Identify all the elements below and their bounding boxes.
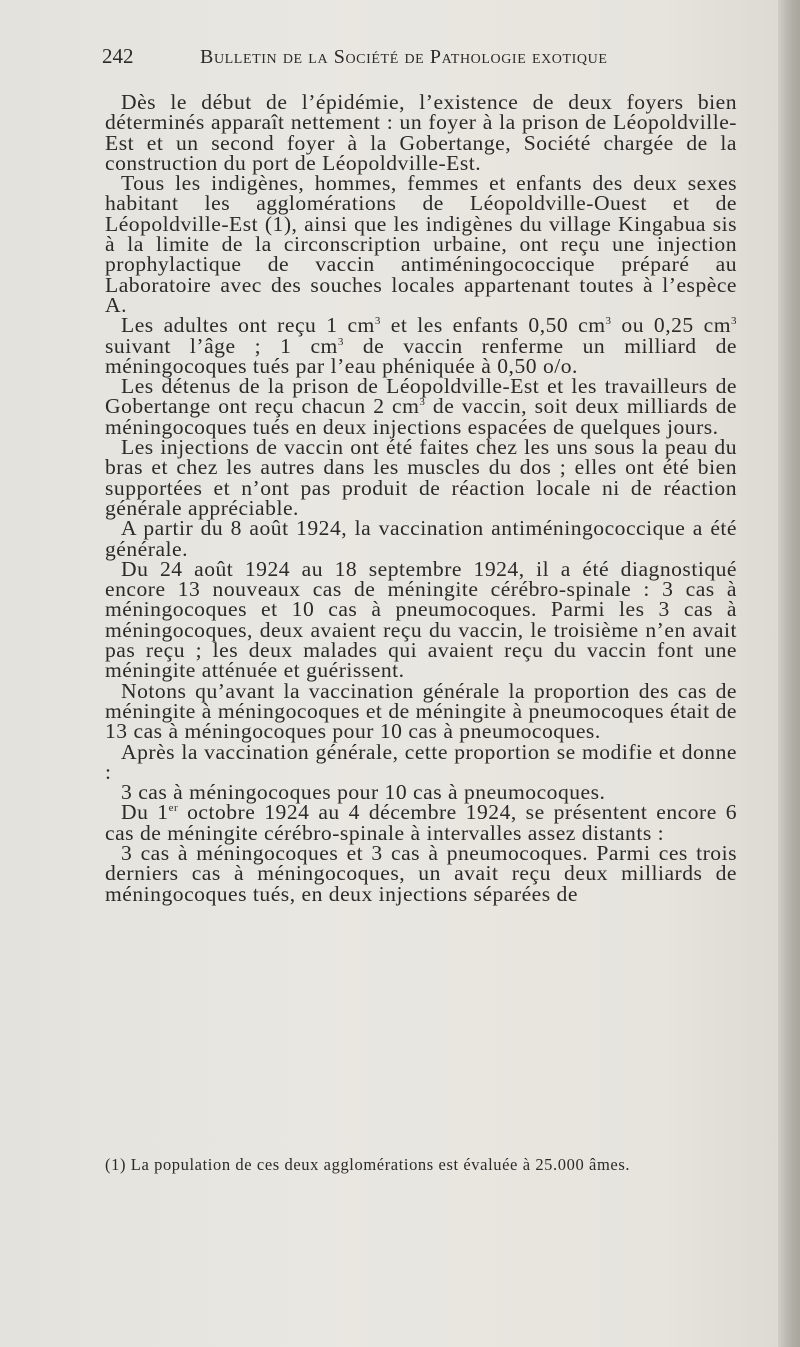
- running-title: Bulletin de la Société de Pathologie exotique: [200, 46, 608, 68]
- page-edge-shadow: [778, 0, 800, 1347]
- paragraph-prisoners: Les détenus de la prison de Léopoldville-Est et les travailleurs de Gobertange ont reçu chacun 2 $cm^3$ de vaccin, soit deux milliards de méningocoques tués en deux injections espacées de quelques jours.: [105, 374, 737, 439]
- page-number: 242: [102, 44, 134, 68]
- paragraph-vaccination-population: Tous les indigènes, hommes, femmes et enfants des deux sexes habitant les agglomérations de Léopoldville-Ouest et de Léopoldville-Est (1), ainsi que les indigènes du village Kingabua sis à la limite de la circonscription urbaine, ont reçu une injection prophylactique de vaccin antiméningococcique préparé au Laboratoire avec des souches locales appartenant toutes à l’espèce A.: [105, 171, 737, 317]
- paragraph-proportion-value: 3 cas à méningocoques pour 10 cas à pneumocoques.: [121, 780, 606, 805]
- footnote: (1) La population de ces deux agglomérations est évaluée à 25.000 âmes.: [105, 1155, 631, 1174]
- paragraph-final-cases: 3 cas à méningocoques et 3 cas à pneumocoques. Parmi ces trois derniers cas à méningocoques, un avait reçu deux milliards de méningocoques tués, en deux injections séparées de: [105, 840, 737, 906]
- page-header: [102, 44, 762, 76]
- paragraph-general-vaccination: A partir du 8 août 1924, la vaccination antiméningococcique a été générale.: [105, 516, 737, 561]
- paragraph-outbreak-foci: Dès le début de l’épidémie, l’existence de deux foyers bien déterminés apparaît nettement : un foyer à la prison de Léopoldville-Est et un second foyer à la Gobertange, Société chargée de la construction du port de Léopoldville-Est.: [105, 90, 737, 175]
- paragraph-injections: Les injections de vaccin ont été faites chez les uns sous la peau du bras et chez les autres dans les muscles du dos ; elles ont été bien supportées et n’ont pas produit de réaction locale ni de réaction générale appréciable.: [105, 435, 737, 520]
- paragraph-dosage: Les adultes ont reçu 1 $cm^3$ et les enfants 0,50 $cm^3$ ou 0,25 $cm^3$ suivant l’âge ; 1 $cm^3$ de vaccin renferme un milliard de méningocoques tués par l’eau phéniquée à 0,50 o/o.: [105, 313, 737, 378]
- paragraph-new-cases: Du 24 août 1924 au 18 septembre 1924, il a été diagnostiqué encore 13 nouveaux cas de méningite cérébro-spinale : 3 cas à méningocoques et 10 cas à pneumocoques. Parmi les 3 cas à méningocoques, deux avaient reçu du vaccin, le troisième n’en avait pas reçu ; les deux malades qui avaient reçu du vaccin font une méningite atténuée et guérissent.: [105, 556, 737, 683]
- paragraph-october-cases: Du 1er octobre 1924 au 4 décembre 1924, se présentent encore 6 cas de méningite cérébro-spinale à intervalles assez distants :: [105, 800, 737, 845]
- body-text: [105, 92, 737, 904]
- paragraph-proportion-before: Notons qu’avant la vaccination générale la proportion des cas de méningite à méningocoques et de méningite à pneumocoques était de 13 cas à méningocoques pour 10 cas à pneumocoques.: [105, 678, 737, 744]
- paragraph-proportion-after: Après la vaccination générale, cette proportion se modifie et donne :: [105, 739, 737, 784]
